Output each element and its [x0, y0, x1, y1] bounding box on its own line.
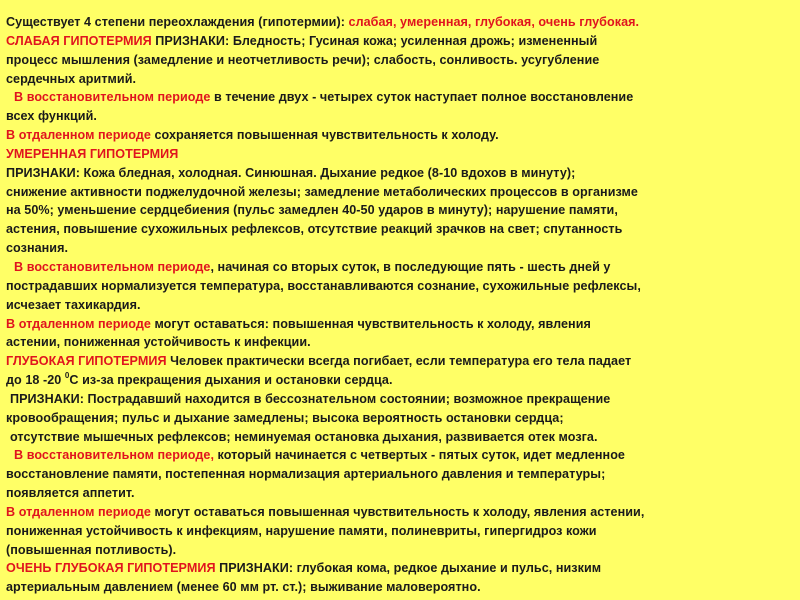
- moderate-signs-line-5: сознания.: [6, 241, 69, 256]
- deep-heading-line: [6, 352, 796, 371]
- deep-signs-line-1: ПРИЗНАКИ: Пострадавший находится в бессознательном состоянии; возможное прекращение: [10, 391, 611, 406]
- very-deep-heading: ОЧЕНЬ ГЛУБОКАЯ ГИПОТЕРМИЯ: [6, 561, 216, 576]
- mild-recovery-text: в течение двух - четырех суток наступает полное восстановление: [210, 90, 634, 105]
- moderate-recovery-line-2: пострадавших нормализуется температура, восстанавливаются сознание, сухожильные рефлексы,: [6, 278, 641, 293]
- moderate-signs-line-4: астения, повышение сухожильных рефлексов, отсутствие реакций зрачков на свет; спутанность: [6, 222, 623, 237]
- deep-signs-line-2: кровообращения; пульс и дыхание замедлены; высока вероятность остановки сердца;: [6, 410, 564, 425]
- moderate-signs-line-1: ПРИЗНАКИ: Кожа бледная, холодная. Синюшная. Дыхание редкое (8-10 вдохов в минуту);: [6, 165, 576, 180]
- deep-desc-2a: до 18 -20: [6, 373, 65, 388]
- moderate-remote-line-1: [6, 315, 796, 334]
- deep-remote-label: В отдаленном периоде: [6, 504, 151, 519]
- deep-desc-1: Человек практически всегда погибает, если температура его тела падает: [166, 354, 632, 369]
- mild-recovery-line-1: [6, 88, 796, 107]
- deep-desc-line-2: [6, 371, 796, 390]
- mild-remote-text: сохраняется повышенная чувствительность к холоду.: [150, 128, 499, 143]
- moderate-remote-text: могут оставаться: повышенная чувствительность к холоду, явления: [150, 316, 591, 331]
- slide-text: [6, 13, 796, 597]
- very-deep-signs-1: ПРИЗНАКИ: глубокая кома, редкое дыхание и пульс, низким: [215, 561, 602, 576]
- mild-heading: СЛАБАЯ ГИПОТЕРМИЯ: [6, 33, 152, 48]
- mild-heading-line: [6, 32, 796, 51]
- moderate-recovery-line-1: [6, 258, 796, 277]
- deep-recovery-line-1: [6, 446, 796, 465]
- moderate-heading: УМЕРЕННАЯ ГИПОТЕРМИЯ: [6, 146, 179, 161]
- very-deep-heading-line: [6, 559, 796, 578]
- very-deep-signs-line-2: артериальным давлением (менее 60 мм рт. ст.); выживание маловероятно.: [6, 580, 481, 595]
- mild-recovery-label: В восстановительном периоде: [14, 90, 211, 105]
- deep-remote-text: могут оставаться повышенная чувствительность к холоду, явления астении,: [150, 504, 645, 519]
- moderate-signs-line-3: на 50%; уменьшение сердцебиения (пульс замедлен 40-50 ударов в минуту); нарушение памяти,: [6, 203, 618, 218]
- mild-signs-line-2: процесс мышления (замедление и неотчетливость речи); слабость, сонливость. усугубление: [6, 52, 600, 67]
- moderate-remote-line-2: астении, пониженная устойчивость к инфекции.: [6, 335, 311, 350]
- deep-signs-line-3: отсутствие мышечных рефлексов; неминуемая остановка дыхания, развивается отек мозга.: [10, 429, 598, 444]
- deep-heading: ГЛУБОКАЯ ГИПОТЕРМИЯ: [6, 354, 167, 369]
- moderate-recovery-text: , начиная со вторых суток, в последующие пять - шесть дней у: [210, 259, 611, 274]
- moderate-remote-label: В отдаленном периоде: [6, 316, 151, 331]
- intro-degrees: слабая, умеренная, глубокая, очень глубокая.: [348, 15, 640, 29]
- moderate-signs-line-2: снижение активности поджелудочной железы; замедление метаболических процессов в организме: [6, 184, 638, 199]
- deep-recovery-text: который начинается с четвертых - пятых суток, идет медленное: [214, 448, 625, 463]
- deep-degree-sup: 0: [64, 370, 70, 380]
- mild-signs-1: ПРИЗНАКИ: Бледность; Гусиная кожа; усиленная дрожь; измененный: [151, 33, 598, 48]
- mild-signs-line-3: сердечных аритмий.: [6, 71, 137, 86]
- moderate-recovery-label: В восстановительном периоде: [14, 259, 211, 274]
- mild-recovery-line-2: всех функций.: [6, 109, 97, 124]
- deep-remote-line-3: (повышенная потливость).: [6, 542, 177, 557]
- deep-recovery-line-3: появляется аппетит.: [6, 486, 135, 501]
- deep-desc-2b: С из-за прекращения дыхания и остановки сердца.: [69, 373, 393, 388]
- deep-recovery-label: В восстановительном периоде,: [14, 448, 214, 463]
- deep-remote-line-1: [6, 503, 796, 522]
- deep-remote-line-2: пониженная устойчивость к инфекциям, нарушение памяти, полиневриты, гипергидроз кожи: [6, 523, 597, 538]
- deep-recovery-line-2: восстановление памяти, постепенная нормализация артериального давления и температуры;: [6, 467, 606, 482]
- intro-lead: Существует 4 степени переохлаждения (гипотермии):: [6, 15, 349, 29]
- mild-remote-line: [6, 126, 796, 145]
- moderate-recovery-line-3: исчезает тахикардия.: [6, 297, 141, 312]
- intro-line: [6, 13, 796, 32]
- mild-remote-label: В отдаленном периоде: [6, 128, 151, 143]
